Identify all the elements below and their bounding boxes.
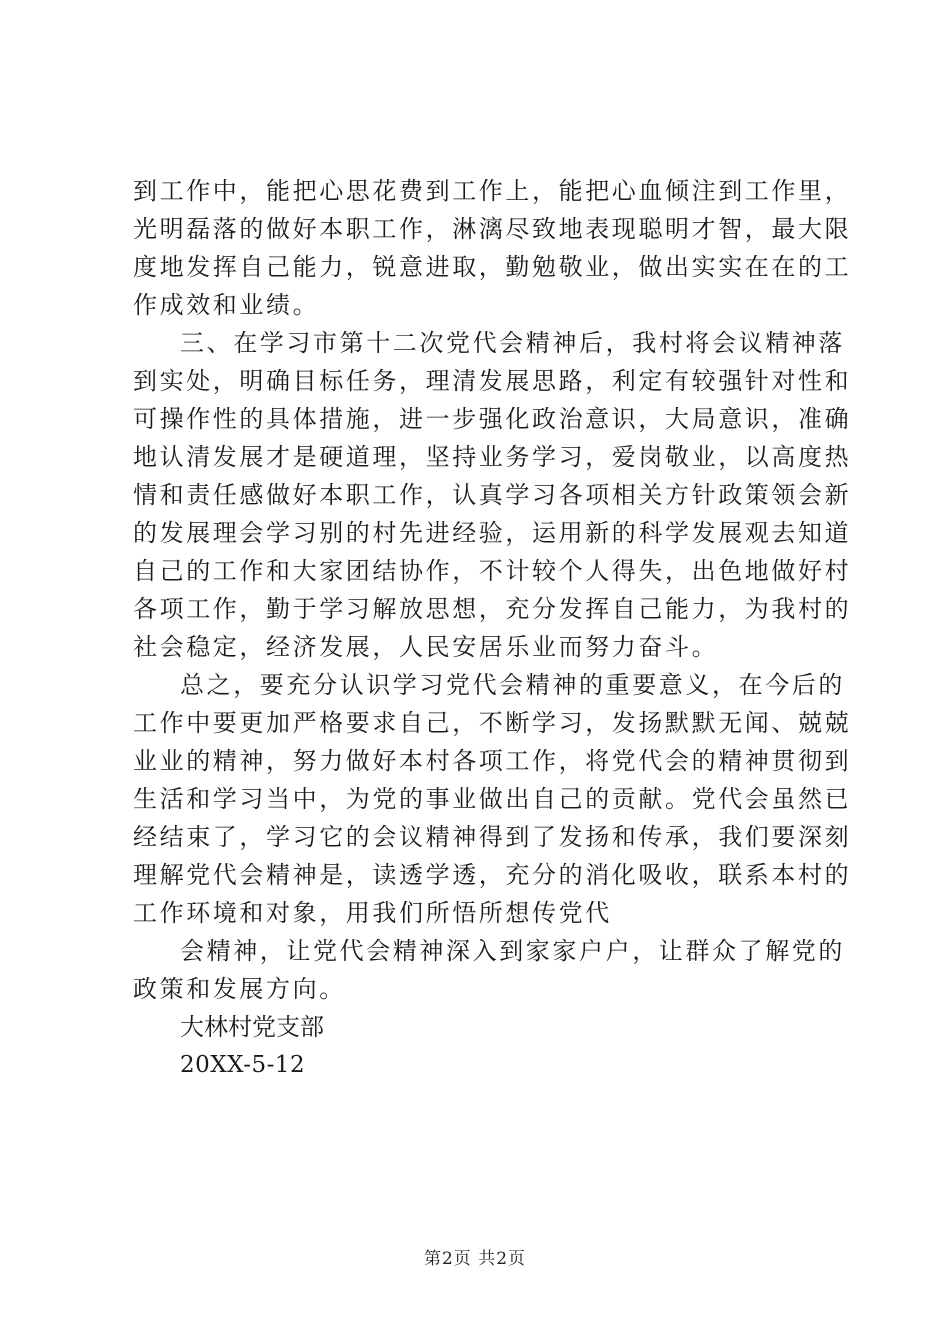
text-line: 各项工作，勤于学习解放思想，充分发挥自己能力，为我村的 xyxy=(133,595,852,623)
text-line: 度地发挥自己能力，锐意进取，勤勉敬业，做出实实在在的工 xyxy=(133,253,852,281)
text-line: 生活和学习当中，为党的事业做出自己的贡献。党代会虽然已 xyxy=(133,785,852,813)
text-line: 可操作性的具体措施，进一步强化政治意识，大局意识，准确 xyxy=(133,405,852,433)
text-line: 地认清发展才是硬道理，坚持业务学习，爱岗敬业，以高度热 xyxy=(133,443,852,471)
document-body xyxy=(133,172,852,1084)
text-line: 到工作中，能把心思花费到工作上，能把心血倾注到工作里， xyxy=(133,177,852,205)
text-line: 工作中要更加严格要求自己，不断学习，发扬默默无闻、兢兢 xyxy=(133,709,852,737)
text-line: 业业的精神，努力做好本村各项工作，将党代会的精神贯彻到 xyxy=(133,747,852,775)
text-line: 理解党代会精神是，读透学透，充分的消化吸收，联系本村的 xyxy=(133,861,852,889)
paragraph-start-line: 会精神，让党代会精神深入到家家户户，让群众了解党的 xyxy=(180,937,845,965)
signature: 大林村党支部 xyxy=(180,1013,324,1041)
text-line: 光明磊落的做好本职工作，淋漓尽致地表现聪明才智，最大限 xyxy=(133,215,852,243)
text-line: 经结束了，学习它的会议精神得到了发扬和传承，我们要深刻 xyxy=(133,823,852,851)
text-line: 的发展理会学习别的村先进经验，运用新的科学发展观去知道 xyxy=(133,519,852,547)
text-line: 社会稳定，经济发展，人民安居乐业而努力奋斗。 xyxy=(133,633,719,661)
text-line: 工作环境和对象，用我们所悟所想传党代 xyxy=(133,899,612,927)
text-line: 作成效和业绩。 xyxy=(133,291,320,319)
text-line: 情和责任感做好本职工作，认真学习各项相关方针政策领会新 xyxy=(133,481,852,509)
document-date: 20XX-5-12 xyxy=(180,1052,306,1078)
paragraph-start-line: 三、在学习市第十二次党代会精神后，我村将会议精神落 xyxy=(180,329,845,357)
page-footer: 第2页 共2页 xyxy=(423,1249,527,1269)
text-line: 政策和发展方向。 xyxy=(133,975,346,1003)
text-line: 到实处，明确目标任务，理清发展思路，利定有较强针对性和 xyxy=(133,367,852,395)
text-line: 自己的工作和大家团结协作，不计较个人得失，出色地做好村 xyxy=(133,557,852,585)
paragraph-start-line: 总之，要充分认识学习党代会精神的重要意义，在今后的 xyxy=(180,671,845,699)
